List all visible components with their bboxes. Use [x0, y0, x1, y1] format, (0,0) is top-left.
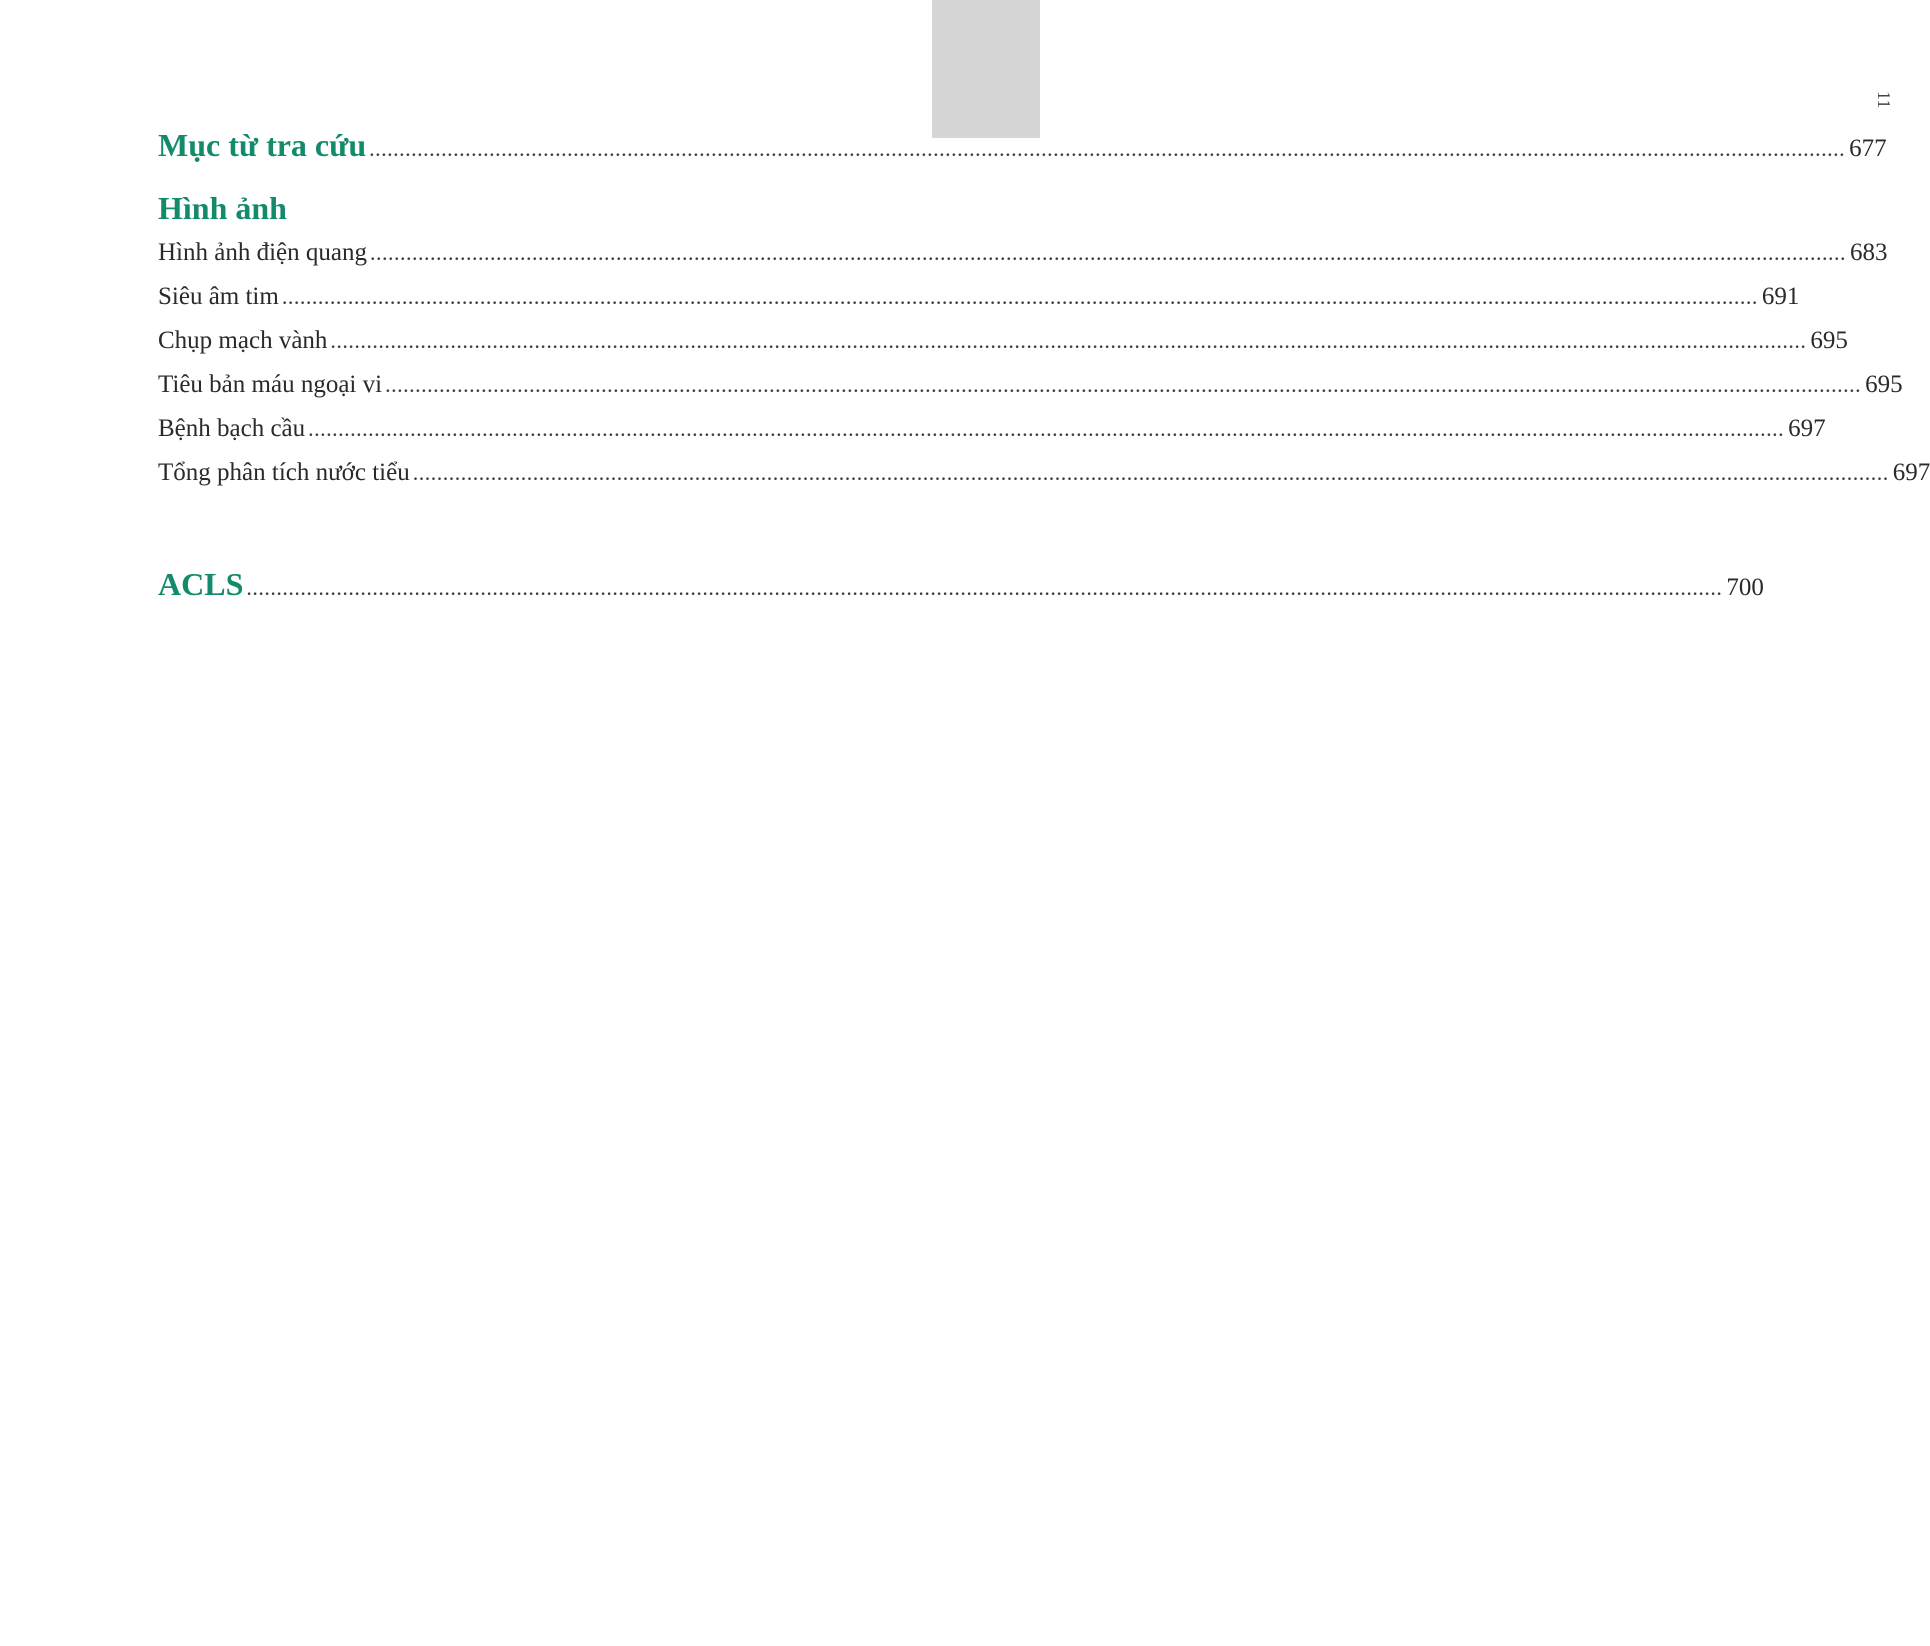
dot-leader — [282, 280, 1758, 314]
toc-entry-chup-mach-vanh[interactable] — [158, 324, 1848, 358]
toc-entry-title: Tổng phân tích nước tiểu — [158, 459, 410, 486]
toc-entry-sieu-am-tim[interactable] — [158, 280, 1800, 314]
dot-leader — [308, 412, 1784, 446]
page-tab — [932, 0, 1894, 138]
toc-entry-title: Chụp mạch vành — [158, 327, 328, 354]
toc-entry-page: 697 — [1892, 459, 1930, 486]
dot-leader — [246, 568, 1722, 608]
toc-entry-page: 683 — [1849, 239, 1888, 266]
toc-entry-page: 695 — [1810, 327, 1848, 354]
dot-leader — [330, 324, 1806, 358]
toc-entry-page: 695 — [1865, 371, 1903, 398]
dot-leader — [385, 368, 1861, 402]
toc-entry-title: Mục từ tra cứu — [158, 127, 367, 163]
toc-entry-title: Bệnh bạch cầu — [158, 415, 306, 442]
toc-entry-tieu-ban-mau-ngoai-vi[interactable] — [158, 368, 1903, 402]
toc-entry-page: 697 — [1788, 415, 1826, 442]
toc-entry-title: Siêu âm tim — [158, 283, 279, 310]
section-heading-hinh-anh: Hình ảnh — [158, 190, 287, 226]
dot-leader — [370, 236, 1846, 270]
toc-entry-muc-tu-tra-cuu[interactable] — [158, 125, 1887, 169]
toc-entry-tong-phan-tich-nuoc-tieu[interactable] — [158, 456, 1930, 490]
toc-entry-page: 700 — [1726, 574, 1764, 601]
dot-leader — [369, 129, 1845, 169]
dot-leader — [413, 456, 1889, 490]
toc-entry-page: 691 — [1761, 283, 1800, 310]
toc-entry-title: Hình ảnh điện quang — [158, 239, 367, 266]
page-number: 11 — [1874, 91, 1894, 109]
toc-entry-benh-bach-cau[interactable] — [158, 412, 1826, 446]
toc-entry-page: 677 — [1849, 135, 1887, 162]
toc-entry-acls[interactable] — [158, 564, 1764, 608]
toc-entry-hinh-anh-dien-quang[interactable] — [158, 236, 1888, 270]
toc-entry-title: Tiêu bản máu ngoại vi — [158, 371, 383, 398]
toc-entry-title: ACLS — [158, 566, 244, 602]
